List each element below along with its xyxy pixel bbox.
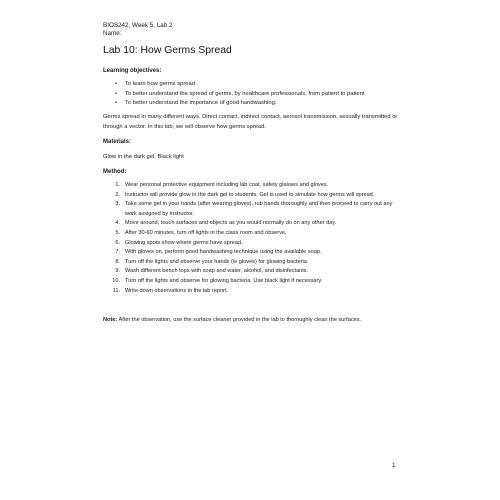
step-text: Write down observations in the lab report. xyxy=(125,287,229,294)
list-item xyxy=(103,248,398,258)
step-text: With gloves on, perform good handwashing technique using the available soap. xyxy=(125,249,322,256)
step-number: 5. xyxy=(115,229,120,236)
list-item xyxy=(103,229,398,239)
objective-text: To better understand the importance of good handwashing. xyxy=(125,100,277,107)
list-item xyxy=(103,80,403,90)
materials-heading: Materials: xyxy=(103,139,132,145)
intro-paragraph: Germs spread in many different ways. Direct contact, indirect contact, aerosol transmission, sexually transmitted or through a vector. In this lab, we will observe how germs spread. xyxy=(103,114,398,130)
materials-text: Glow in the dark gel, Black light xyxy=(103,154,184,160)
objective-text: To better understand the spread of germs, by healthcare professionals, from patient to patient xyxy=(125,90,365,97)
step-number: 8. xyxy=(115,258,120,265)
step-number: 7. xyxy=(115,249,120,256)
list-item xyxy=(103,99,403,109)
list-item xyxy=(103,181,398,191)
list-item xyxy=(103,239,398,249)
page-title: Lab 10: How Germs Spread xyxy=(103,45,232,56)
list-item xyxy=(103,191,398,201)
step-text: Wash different bench tops with soap and water, alcohol, and disinfectants. xyxy=(125,268,309,275)
objectives-heading: Learning objectives: xyxy=(103,68,162,74)
step-text: Wear personal protective equipment including lab coat, safety glasses and gloves. xyxy=(125,182,329,188)
step-number: 3. xyxy=(115,201,120,208)
note-label: Note: xyxy=(103,317,118,323)
document-header xyxy=(103,22,173,39)
course-line: BIOS242, Week 5, Lab 2 xyxy=(103,22,173,29)
step-text: After 30-60 minutes, turn off lights in the class room and observe. xyxy=(125,229,287,236)
bullet-icon: • xyxy=(115,90,118,97)
page-number: 1 xyxy=(392,462,396,469)
list-item xyxy=(103,219,398,229)
step-text: Turn off the lights and observe your hands (ie gloves) for glowing bacteria. xyxy=(125,258,309,265)
step-number: 1. xyxy=(115,182,120,188)
note-paragraph xyxy=(103,316,361,324)
list-item xyxy=(103,90,403,100)
list-item xyxy=(103,277,398,287)
step-number: 10. xyxy=(112,277,120,284)
step-number: 4. xyxy=(115,220,120,227)
list-item xyxy=(103,258,398,268)
bullet-icon: • xyxy=(115,100,118,107)
method-steps xyxy=(103,181,398,296)
step-text: Move around, touch surfaces and objects as you would normally do on any other day. xyxy=(125,220,337,227)
step-number: 11. xyxy=(112,287,120,294)
list-item xyxy=(103,200,398,219)
step-number: 2. xyxy=(115,191,120,198)
step-number: 6. xyxy=(115,239,120,246)
method-heading: Method: xyxy=(103,169,127,175)
step-text: Glowing spots show where germs have spread. xyxy=(125,239,243,246)
list-item xyxy=(103,287,398,297)
step-text: Turn off the lights and observe for glowing bacteria. Use black light if necessary. xyxy=(125,277,323,284)
step-text: Take some gel in your hands (after wearing gloves), rub hands thoroughly and then proceed to carry out any work assigned by instructor. xyxy=(125,201,393,217)
note-text: After the observation, use the surface cleaner provided in the lab to thoroughly clean the surfaces. xyxy=(117,317,362,323)
objective-text: To learn how germs spread xyxy=(125,81,195,87)
list-item xyxy=(103,267,398,277)
bullet-icon: • xyxy=(115,81,118,87)
name-label: Name: xyxy=(103,30,122,38)
step-number: 9. xyxy=(115,268,120,275)
step-text: Instructor will provide glow in the dark gel to students. Gel is used to simulate how germs will spread. xyxy=(125,191,375,198)
objectives-list xyxy=(103,80,403,109)
